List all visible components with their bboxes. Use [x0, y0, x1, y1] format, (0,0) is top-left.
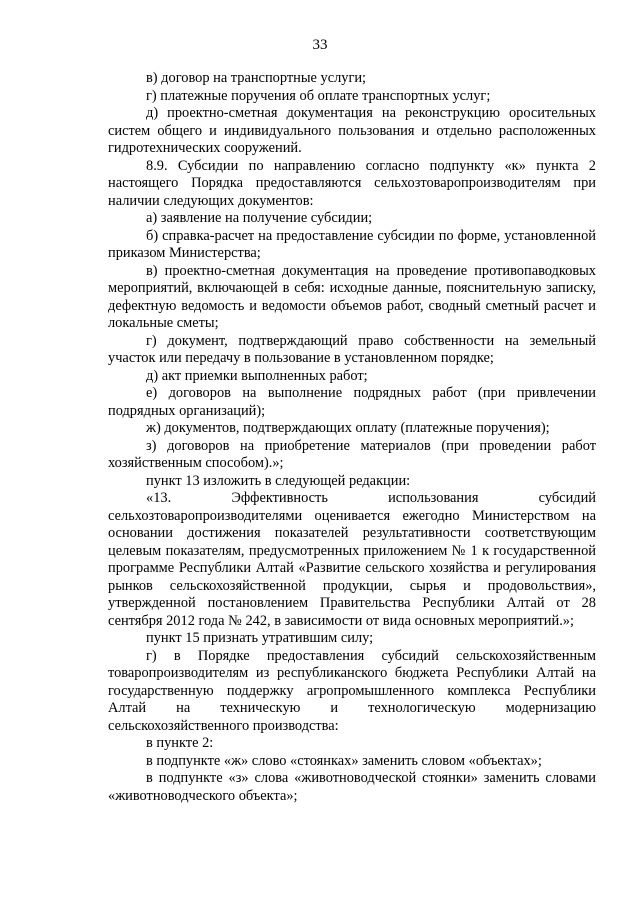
paragraph: в пункте 2:	[146, 735, 214, 751]
paragraph: в) проектно-сметная документация на проведение противопаводковых мероприятий, включающей в себя: исходные данные, пояснительную записку, дефектную ведомость и ведомости объемов работ, сводный сметный расчет и локальные сметы;	[108, 262, 596, 331]
paragraph: д) акт приемки выполненных работ;	[146, 367, 368, 384]
document-body	[108, 70, 596, 805]
paragraph: г) в Порядке предоставления субсидий сельскохозяйственным товаропроизводителям из республиканского бюджета Республики Алтай на государственную поддержку агропромышленного комплекса Республики Алтай на техническую и технологическую модернизацию сельскохозяйственного производства:	[108, 647, 596, 734]
paragraph: з) договоров на приобретение материалов (при проведении работ хозяйственным способом).»;	[108, 437, 596, 471]
paragraph: е) договоров на выполнение подрядных работ (при привлечении подрядных организаций);	[108, 385, 596, 419]
paragraph: в подпункте «з» слова «животноводческой стоянки» заменить словами «животноводческого объекта»;	[108, 770, 596, 804]
paragraph: «13. Эффективность использования субсидий сельхозтоваропроизводителями оценивается ежегодно Министерством на основании достижения показателей результативности соответствующим целевым показателям, предусмотренных приложением № 1 к государственной программе Республики Алтай «Развитие сельского хозяйства и регулирования рынков сельскохозяйственной продукции, сырья и продовольствия», утвержденной постановлением Правительства Республики Алтай от 28 сентября 2012 года № 242, в зависимости от вида основных мероприятий.»;	[108, 490, 596, 629]
paragraph: б) справка-расчет на предоставление субсидии по форме, установленной приказом Министерства;	[108, 227, 596, 261]
paragraph: пункт 15 признать утратившим силу;	[146, 630, 374, 646]
paragraph: ж) документов, подтверждающих оплату (платежные поручения);	[146, 420, 550, 436]
paragraph: 8.9. Субсидии по направлению согласно подпункту «к» пункта 2 настоящего Порядка предоставляются сельхозтоваропроизводителям при наличии следующих документов:	[108, 157, 596, 209]
page-number: 33	[312, 37, 328, 53]
paragraph: г) документ, подтверждающий право собственности на земельный участок или передачу в пользование в установленном порядке;	[108, 332, 596, 366]
paragraph: а) заявление на получение субсидии;	[146, 210, 373, 226]
paragraph: г) платежные поручения об оплате транспортных услуг;	[146, 87, 491, 104]
paragraph: в) договор на транспортные услуги;	[146, 70, 367, 86]
paragraph: д) проектно-сметная документация на реконструкцию оросительных систем общего и индивидуального пользования и отдельно расположенных гидротехнических сооружений.	[108, 105, 596, 156]
paragraph: в подпункте «ж» слово «стоянках» заменить словом «объектах»;	[146, 752, 542, 769]
paragraph: пункт 13 изложить в следующей редакции:	[146, 472, 411, 489]
